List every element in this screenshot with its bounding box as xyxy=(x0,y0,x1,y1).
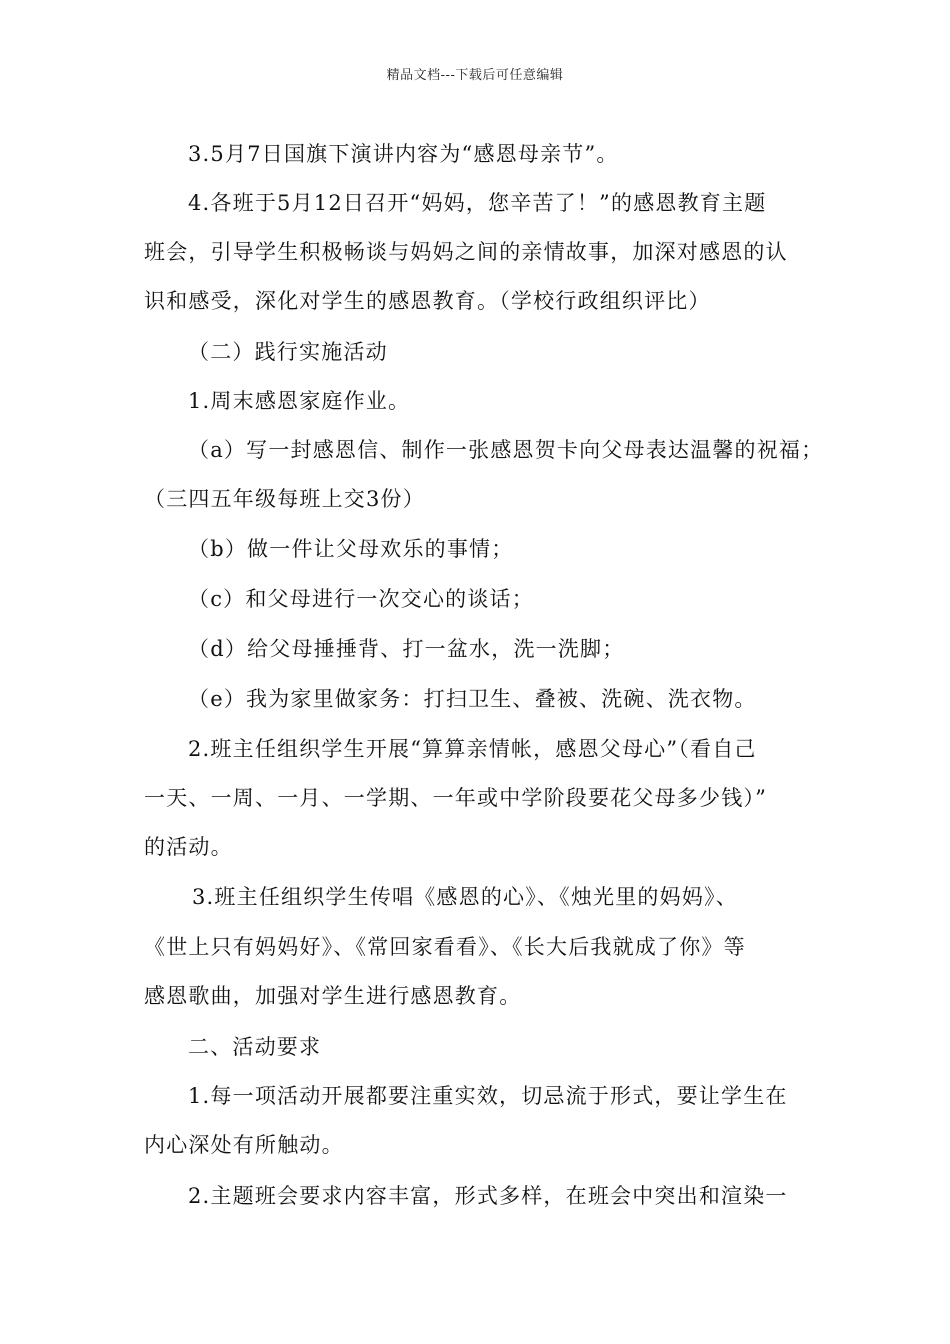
text-line: 1.每一项活动开展都要注重实效，切忌流于形式，要让学生在 xyxy=(188,1084,788,1108)
text-line: 识和感受，深化对学生的感恩教育。（学校行政组织评比） xyxy=(144,289,711,313)
text-line: 一天、一周、一月、一学期、一年或中学阶段要花父母多少钱）” xyxy=(144,786,768,810)
text-line: 二、活动要求 xyxy=(188,1035,322,1059)
text-line: 4.各班于5月12日召开“妈妈，您辛苦了！”的感恩教育主题 xyxy=(188,191,767,215)
text-line: （a）写一封感恩信、制作一张感恩贺卡向父母表达温馨的祝福； xyxy=(188,438,824,462)
text-line: （e）我为家里做家务：打扫卫生、叠被、洗碗、洗衣物。 xyxy=(188,687,757,711)
text-line: （b）做一件让父母欢乐的事情； xyxy=(188,537,514,561)
text-line: 2.班主任组织学生开展“算算亲情帐，感恩父母心”（看自己 xyxy=(188,737,757,761)
text-line: 1.周末感恩家庭作业。 xyxy=(188,389,411,413)
text-line: 感恩歌曲，加强对学生进行感恩教育。 xyxy=(144,984,522,1008)
page-header: 精品文档---下载后可任意编辑 xyxy=(386,68,564,83)
text-line: 3.班主任组织学生传唱《感恩的心》、《烛光里的妈妈》、 xyxy=(192,885,738,909)
text-line: 3.5月7日国旗下演讲内容为“感恩母亲节”。 xyxy=(188,142,619,166)
text-line: 内心深处有所触动。 xyxy=(144,1133,344,1157)
text-line: （c）和父母进行一次交心的谈话； xyxy=(188,587,534,611)
text-line: （d）给父母捶捶背、打一盆水，洗一洗脚； xyxy=(188,637,625,661)
text-line: 《世上只有妈妈好》、《常回家看看》、《长大后我就成了你》等 xyxy=(144,935,746,959)
text-line: （二）践行实施活动 xyxy=(188,340,388,364)
text-line: （三四五年级每班上交3份） xyxy=(144,487,425,511)
text-line: 班会，引导学生积极畅谈与妈妈之间的亲情故事，加深对感恩的认 xyxy=(144,240,788,264)
text-line: 的活动。 xyxy=(144,835,233,859)
text-line: 2.主题班会要求内容丰富，形式多样，在班会中突出和渲染一 xyxy=(188,1184,788,1208)
